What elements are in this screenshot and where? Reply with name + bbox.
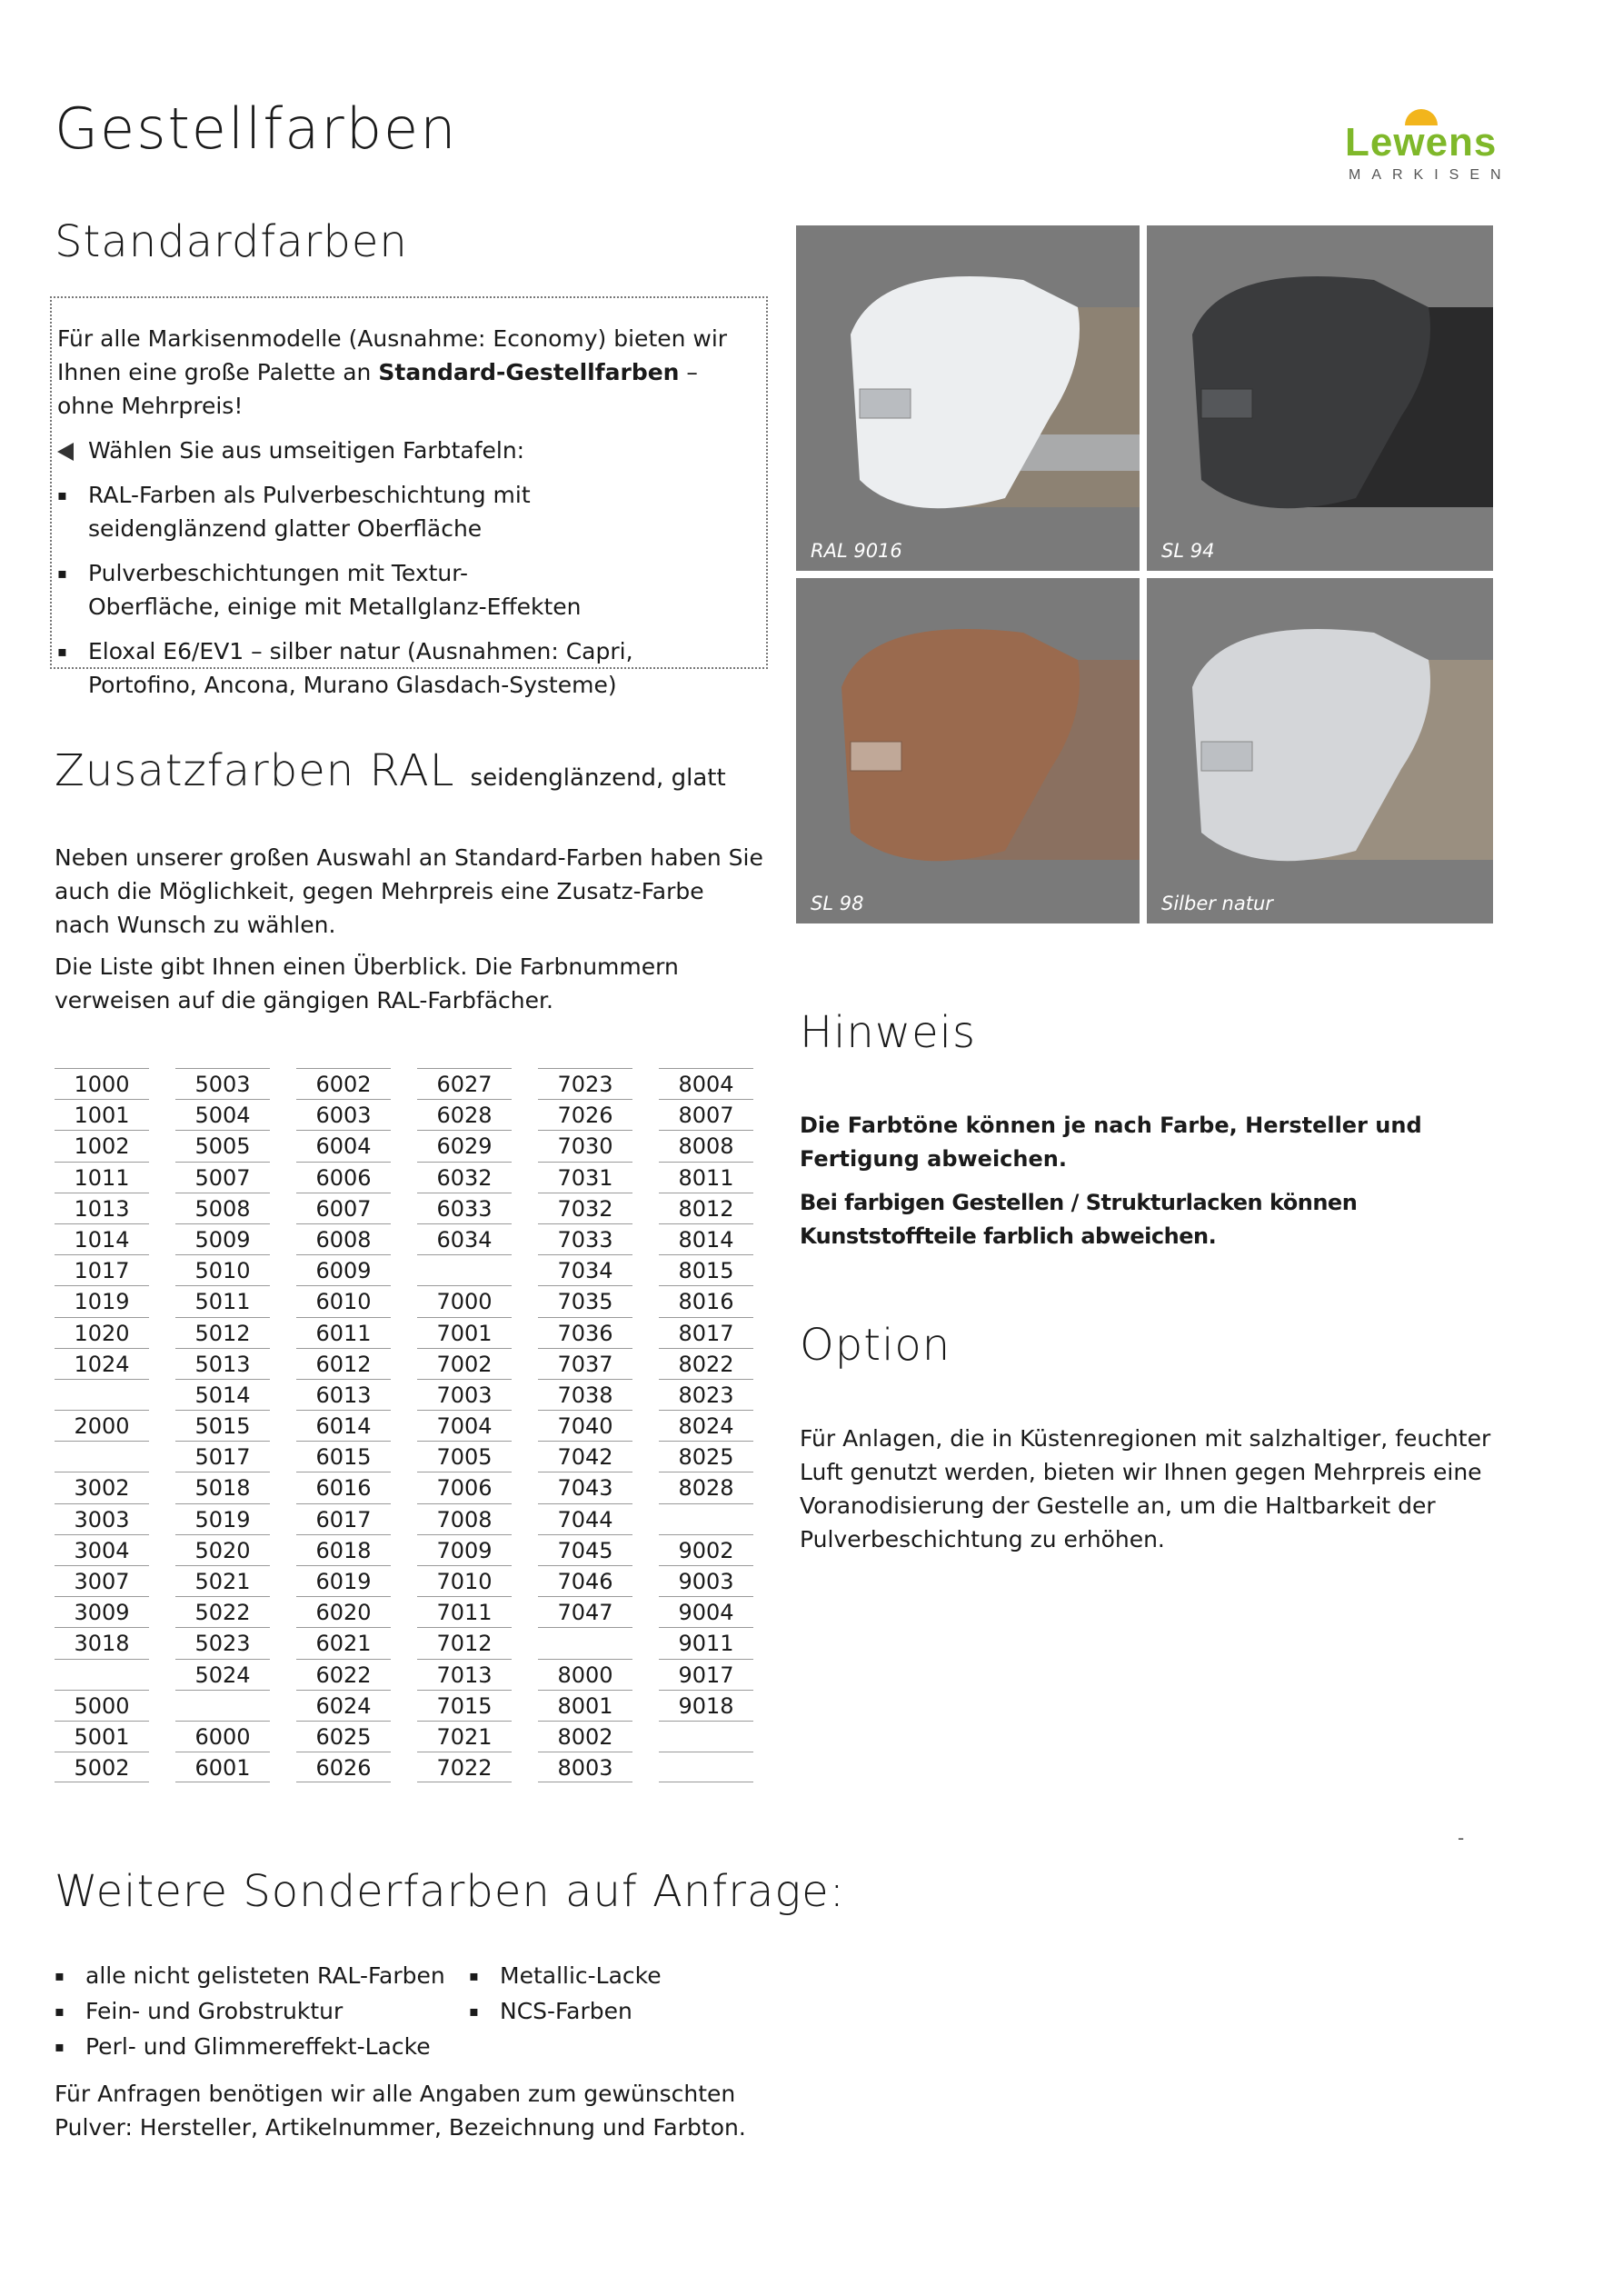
ral-cell: 7012 (417, 1627, 512, 1658)
ral-cell: 5014 (175, 1379, 270, 1410)
ral-cell: 7037 (538, 1348, 632, 1379)
ral-cell: 5001 (55, 1721, 149, 1752)
ral-cell: 3004 (55, 1534, 149, 1565)
awning-cassette-illustration (796, 578, 1140, 923)
ral-cell: 9018 (659, 1690, 753, 1721)
ral-cell: 6000 (175, 1721, 270, 1752)
choose-line: Wählen Sie aus umseitigen Farbtafeln: (57, 434, 748, 467)
ral-cell: 1000 (55, 1068, 149, 1099)
ral-cell: 7009 (417, 1534, 512, 1565)
awning-cassette-illustration (1147, 578, 1493, 923)
ral-cell: 7036 (538, 1317, 632, 1348)
ral-cell: 6004 (296, 1130, 391, 1161)
ral-cell: 6006 (296, 1162, 391, 1193)
weitere-list-right (469, 1959, 760, 2030)
hinweis-p1: Die Farbtöne können je nach Farbe, Hersteller und Fertigung abweichen. (800, 1113, 1422, 1172)
ral-cell: 8014 (659, 1223, 753, 1254)
ral-cell: 5002 (55, 1752, 149, 1782)
ral-cell: 7035 (538, 1285, 632, 1316)
zusatz-subheading: seidenglänzend, glatt (470, 764, 726, 792)
ral-cell (55, 1659, 149, 1690)
ral-cell: 7006 (417, 1472, 512, 1502)
photo-caption: SL 94 (1161, 540, 1215, 562)
ral-cell: 7003 (417, 1379, 512, 1410)
ral-cell: 5008 (175, 1193, 270, 1223)
ral-cell: 6022 (296, 1659, 391, 1690)
ral-cell: 1011 (55, 1162, 149, 1193)
ral-cell: 6003 (296, 1099, 391, 1130)
ral-cell (659, 1503, 753, 1534)
ral-cell: 5019 (175, 1503, 270, 1534)
weitere-footer: Für Anfragen benötigen wir alle Angaben zum gewünschten Pulver: Hersteller, Artikelnummer, Bezeichnung und Farbton. (55, 2081, 746, 2141)
ral-cell: 5022 (175, 1596, 270, 1627)
ral-cell: 7043 (538, 1472, 632, 1502)
ral-cell: 8028 (659, 1472, 753, 1502)
option-heading: Option (800, 1320, 951, 1371)
ral-cell: 7010 (417, 1565, 512, 1596)
ral-cell: 7022 (417, 1752, 512, 1782)
ral-cell (55, 1379, 149, 1410)
ral-cell: 5012 (175, 1317, 270, 1348)
ral-cell: 2000 (55, 1410, 149, 1441)
bullet-item: ▪ Metallic-Lacke (469, 1959, 760, 1992)
ral-cell: 7004 (417, 1410, 512, 1441)
ral-cell: 1013 (55, 1193, 149, 1223)
ral-cell: 1019 (55, 1285, 149, 1316)
ral-cell: 6018 (296, 1534, 391, 1565)
ral-cell: 8016 (659, 1285, 753, 1316)
photo-sl-98 (796, 578, 1140, 923)
bullet-item: ▪ NCS-Farben (469, 1994, 760, 2028)
ral-column (296, 1068, 391, 1782)
ral-cell: 9002 (659, 1534, 753, 1565)
ral-cell: 9004 (659, 1596, 753, 1627)
ral-cell: 5015 (175, 1410, 270, 1441)
standard-intro-bold: Standard-Gestellfarben (378, 359, 680, 385)
ral-cell: 6017 (296, 1503, 391, 1534)
ral-cell: 1001 (55, 1099, 149, 1130)
lewens-logo (1345, 102, 1513, 184)
ral-cell: 7045 (538, 1534, 632, 1565)
ral-cell (175, 1690, 270, 1721)
awning-cassette-illustration (796, 225, 1140, 571)
ral-cell: 7033 (538, 1223, 632, 1254)
ral-cell: 7002 (417, 1348, 512, 1379)
ral-cell: 3007 (55, 1565, 149, 1596)
hinweis-p2: Bei farbigen Gestellen / Strukturlacken können Kunststoffteile farblich abweichen. (800, 1190, 1358, 1249)
ral-cell: 9017 (659, 1659, 753, 1690)
ral-cell: 5024 (175, 1659, 270, 1690)
ral-cell: 1024 (55, 1348, 149, 1379)
ral-cell: 8004 (659, 1068, 753, 1099)
ral-cell: 5013 (175, 1348, 270, 1379)
logo-word: Lewens (1345, 120, 1498, 165)
hinweis-heading: Hinweis (800, 1007, 976, 1058)
weitere-list-left (55, 1959, 473, 2065)
ral-cell (659, 1721, 753, 1752)
ral-cell: 6026 (296, 1752, 391, 1782)
ral-column (538, 1068, 632, 1782)
ral-cell (55, 1441, 149, 1472)
ral-cell: 7030 (538, 1130, 632, 1161)
ral-cell: 7008 (417, 1503, 512, 1534)
ral-cell: 8012 (659, 1193, 753, 1223)
bullet-item: ▪ RAL-Farben als Pulverbeschichtung mit seidenglänzend glatter Oberfläche (57, 478, 748, 545)
ral-cell: 6019 (296, 1565, 391, 1596)
zusatz-heading: Zusatzfarben RAL (55, 745, 455, 796)
ral-cell: 8001 (538, 1690, 632, 1721)
stray-mark: - (1458, 1827, 1465, 1849)
ral-cell: 6024 (296, 1690, 391, 1721)
ral-cell: 7046 (538, 1565, 632, 1596)
standard-intro: Für alle Markisenmodelle (Ausnahme: Economy) bieten wir Ihnen eine große Palette an Standard-Gestellfarben – ohne Mehrpreis! (57, 325, 728, 419)
ral-cell: 8011 (659, 1162, 753, 1193)
ral-cell: 5005 (175, 1130, 270, 1161)
ral-cell: 6034 (417, 1223, 512, 1254)
ral-cell: 6032 (417, 1162, 512, 1193)
ral-cell: 7013 (417, 1659, 512, 1690)
ral-cell: 3002 (55, 1472, 149, 1502)
ral-cell: 3018 (55, 1627, 149, 1658)
ral-cell: 6010 (296, 1285, 391, 1316)
ral-cell: 8003 (538, 1752, 632, 1782)
ral-column (659, 1068, 753, 1782)
ral-cell: 3009 (55, 1596, 149, 1627)
ral-cell: 8022 (659, 1348, 753, 1379)
ral-cell: 3003 (55, 1503, 149, 1534)
ral-cell: 8017 (659, 1317, 753, 1348)
ral-cell: 7000 (417, 1285, 512, 1316)
ral-cell (417, 1254, 512, 1285)
ral-cell: 7005 (417, 1441, 512, 1472)
ral-cell: 9003 (659, 1565, 753, 1596)
ral-cell: 6002 (296, 1068, 391, 1099)
ral-cell: 6013 (296, 1379, 391, 1410)
ral-cell: 6027 (417, 1068, 512, 1099)
zusatz-para2: Die Liste gibt Ihnen einen Überblick. Die Farbnummern verweisen auf die gängigen RAL-Farbfächer. (55, 953, 679, 1013)
photo-sl-94 (1147, 225, 1493, 571)
bullet-item: ▪ Fein- und Grobstruktur (55, 1994, 473, 2028)
photo-caption: Silber natur (1161, 893, 1273, 914)
ral-cell: 5007 (175, 1162, 270, 1193)
weitere-heading: Weitere Sonderfarben auf Anfrage: (55, 1866, 845, 1917)
ral-cell: 5018 (175, 1472, 270, 1502)
standard-box (50, 296, 768, 698)
ral-cell: 8024 (659, 1410, 753, 1441)
ral-cell: 6012 (296, 1348, 391, 1379)
ral-cell: 6020 (296, 1596, 391, 1627)
ral-cell: 6028 (417, 1099, 512, 1130)
ral-cell: 7026 (538, 1099, 632, 1130)
ral-cell (659, 1752, 753, 1782)
ral-cell: 7047 (538, 1596, 632, 1627)
ral-cell: 7038 (538, 1379, 632, 1410)
photo-caption: SL 98 (811, 893, 864, 914)
ral-column (175, 1068, 270, 1782)
ral-cell: 6014 (296, 1410, 391, 1441)
ral-cell: 8000 (538, 1659, 632, 1690)
ral-cell: 6001 (175, 1752, 270, 1782)
ral-cell: 7044 (538, 1503, 632, 1534)
ral-cell: 6016 (296, 1472, 391, 1502)
ral-cell: 7042 (538, 1441, 632, 1472)
ral-cell: 8002 (538, 1721, 632, 1752)
ral-cell: 5004 (175, 1099, 270, 1130)
ral-cell: 1020 (55, 1317, 149, 1348)
standard-heading: Standardfarben (55, 216, 408, 267)
ral-cell: 5000 (55, 1690, 149, 1721)
photo-ral-9016 (796, 225, 1140, 571)
ral-cell: 5009 (175, 1223, 270, 1254)
ral-cell: 5020 (175, 1534, 270, 1565)
ral-column (417, 1068, 512, 1782)
zusatz-heading-row (55, 745, 726, 796)
bullet-item: ▪ alle nicht gelisteten RAL-Farben (55, 1959, 473, 1992)
ral-cell: 8008 (659, 1130, 753, 1161)
ral-cell: 8025 (659, 1441, 753, 1472)
ral-cell: 7015 (417, 1690, 512, 1721)
ral-cell: 8007 (659, 1099, 753, 1130)
ral-cell: 1002 (55, 1130, 149, 1161)
photo-silber-natur (1147, 578, 1493, 923)
ral-cell: 5023 (175, 1627, 270, 1658)
ral-cell: 6015 (296, 1441, 391, 1472)
page-title: Gestellfarben (55, 95, 458, 162)
bullet-item: ▪ Pulverbeschichtungen mit Textur-Oberfläche, einige mit Metallglanz-Effekten (57, 556, 748, 624)
ral-cell: 7001 (417, 1317, 512, 1348)
ral-cell: 1017 (55, 1254, 149, 1285)
awning-cassette-illustration (1147, 225, 1493, 571)
ral-cell: 6033 (417, 1193, 512, 1223)
ral-cell: 6008 (296, 1223, 391, 1254)
ral-cell: 8015 (659, 1254, 753, 1285)
ral-cell: 1014 (55, 1223, 149, 1254)
ral-cell: 7034 (538, 1254, 632, 1285)
ral-cell: 6025 (296, 1721, 391, 1752)
ral-cell: 7032 (538, 1193, 632, 1223)
ral-cell: 7031 (538, 1162, 632, 1193)
option-text: Für Anlagen, die in Küstenregionen mit salzhaltiger, feuchter Luft genutzt werden, bieten wir Ihnen gegen Mehrpreis eine Voranodisierung der Gestelle an, um die Haltbarkeit der Pulverbeschichtung zu erhöhen. (800, 1425, 1491, 1552)
ral-cell: 6009 (296, 1254, 391, 1285)
ral-cell: 7021 (417, 1721, 512, 1752)
ral-column (55, 1068, 149, 1782)
ral-cell: 5003 (175, 1068, 270, 1099)
zusatz-para1: Neben unserer großen Auswahl an Standard-Farben haben Sie auch die Möglichkeit, gegen Mehrpreis eine Zusatz-Farbe nach Wunsch zu wählen. (55, 844, 763, 938)
ral-cell: 9011 (659, 1627, 753, 1658)
ral-cell: 6011 (296, 1317, 391, 1348)
ral-cell: 5017 (175, 1441, 270, 1472)
ral-cell: 6021 (296, 1627, 391, 1658)
bullet-item: ▪ Eloxal E6/EV1 – silber natur (Ausnahmen: Capri, Portofino, Ancona, Murano Glasdach-Systeme) (57, 634, 748, 702)
ral-cell (538, 1627, 632, 1658)
ral-cell: 7040 (538, 1410, 632, 1441)
ral-cell: 8023 (659, 1379, 753, 1410)
ral-cell: 7011 (417, 1596, 512, 1627)
photo-caption: RAL 9016 (811, 540, 902, 562)
arrow-left-icon (57, 443, 74, 461)
ral-cell: 5011 (175, 1285, 270, 1316)
bullet-item: ▪ Perl- und Glimmereffekt-Lacke (55, 2030, 473, 2063)
ral-cell: 7023 (538, 1068, 632, 1099)
ral-cell: 5010 (175, 1254, 270, 1285)
ral-cell: 5021 (175, 1565, 270, 1596)
ral-cell: 6029 (417, 1130, 512, 1161)
logo-sub: MARKISEN (1349, 167, 1512, 183)
ral-cell: 6007 (296, 1193, 391, 1223)
